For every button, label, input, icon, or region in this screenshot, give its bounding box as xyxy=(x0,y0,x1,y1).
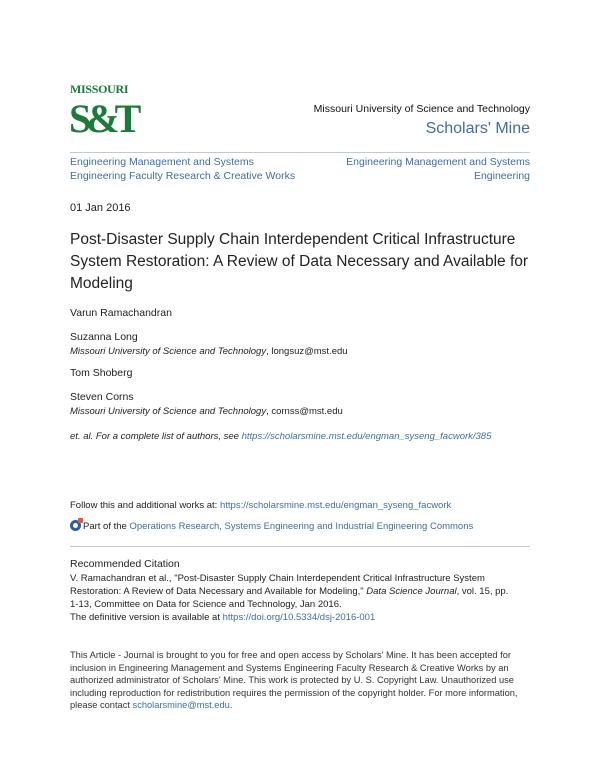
notice-line: inclusion in Engineering Management and Systems Engineering Faculty Research & Creative Works by an xyxy=(70,662,509,673)
journal-name: Data Science Journal xyxy=(366,586,457,597)
notice-line: including reproduction for redistribution requires the permission of the copyright holder. For more information, xyxy=(70,687,518,698)
collection-right-line1[interactable]: Engineering Management and Systems xyxy=(346,156,530,168)
citation-line xyxy=(70,585,508,598)
author-affiliation xyxy=(70,406,343,417)
author-name: Steven Corns xyxy=(70,391,134,403)
citation-text: , vol. 15, pp. xyxy=(456,586,509,597)
author-name: Suzanna Long xyxy=(70,331,138,343)
author-name: Tom Shoberg xyxy=(70,367,133,379)
definitive-text: The definitive version is available at xyxy=(70,612,223,623)
notice-line: This Article - Journal is brought to you for free and open access by Scholars' Mine. It has been accepted for xyxy=(70,650,512,660)
divider xyxy=(70,546,530,547)
part-of-text: Part of the xyxy=(83,521,130,532)
follow-text: Follow this and additional works at: xyxy=(70,500,220,511)
missouri-st-logo xyxy=(70,82,140,140)
document-title: Post-Disaster Supply Chain Interdependent Critical Infrastructure System Restoration: A Review of Data Necessary and Available for Modeling xyxy=(70,231,529,292)
authors-list-link[interactable]: https://scholarsmine.mst.edu/engman_syseng_facwork/385 xyxy=(241,431,492,442)
et-al-text: et. al. For a complete list of authors, see xyxy=(70,431,242,442)
commons-link[interactable]: Operations Research, Systems Engineering and Industrial Engineering Commons xyxy=(129,521,474,532)
access-notice xyxy=(70,649,518,712)
follow-link[interactable]: https://scholarsmine.mst.edu/engman_syseng_facwork xyxy=(219,500,452,511)
contact-email-link[interactable]: scholarsmine@mst.edu xyxy=(132,700,230,711)
collection-link-right[interactable] xyxy=(346,156,530,183)
collection-right-line2[interactable]: Engineering xyxy=(473,169,530,182)
affiliation-text: Missouri University of Science and Technology xyxy=(70,346,267,357)
contact-text: please contact xyxy=(70,700,133,711)
logo-text: MISSOURI xyxy=(70,82,129,96)
recommended-citation xyxy=(70,557,508,624)
citation-text: Restoration: A Review of Data Necessary and Available for Modeling," xyxy=(70,586,367,597)
author-affiliation xyxy=(70,346,348,357)
citation-heading: Recommended Citation xyxy=(70,558,180,570)
citation-line: V. Ramachandran et al., "Post-Disaster Supply Chain Interdependent Critical Infrastructure System xyxy=(70,573,485,584)
scholars-mine-link[interactable]: Scholars' Mine xyxy=(425,120,530,137)
author-email: , longsuz@mst.edu xyxy=(266,346,348,357)
collection-link-left[interactable] xyxy=(70,156,295,183)
part-of-line xyxy=(70,520,473,532)
period: . xyxy=(229,700,233,711)
collection-left-line2[interactable]: Engineering Faculty Research & Creative Works xyxy=(70,169,296,182)
definitive-version xyxy=(70,611,508,624)
publication-date: 01 Jan 2016 xyxy=(70,202,131,214)
doi-link[interactable]: https://doi.org/10.5334/dsj-2016-001 xyxy=(222,612,376,623)
divider xyxy=(70,152,530,153)
collection-left-line1[interactable]: Engineering Management and Systems xyxy=(70,156,254,168)
university-name: Missouri University of Science and Technology xyxy=(313,103,530,115)
logo-mark: S&T xyxy=(69,96,137,141)
author-email: , cornss@mst.edu xyxy=(266,406,343,417)
affiliation-text: Missouri University of Science and Technology xyxy=(70,406,267,417)
follow-line xyxy=(70,500,451,511)
commons-icon xyxy=(70,520,81,531)
notice-line xyxy=(70,699,518,712)
author-name: Varun Ramachandran xyxy=(70,307,172,319)
et-al-note xyxy=(70,431,491,442)
notice-line: authorized administrator of Scholars' Mine. This work is protected by U. S. Copyright Law. Unauthorized use xyxy=(70,675,514,686)
citation-line: 1-13, Committee on Data for Science and Technology, Jan 2016. xyxy=(70,599,342,610)
